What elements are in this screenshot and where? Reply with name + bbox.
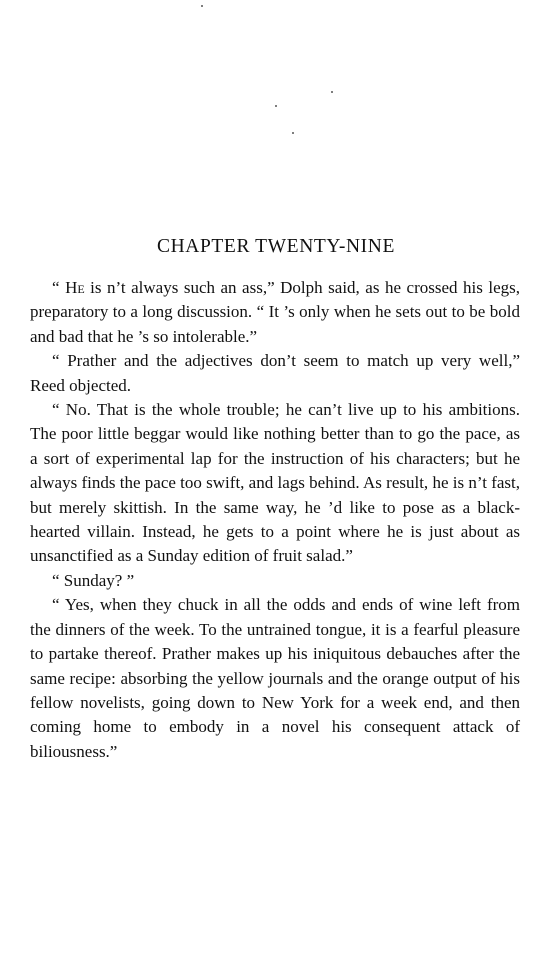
small-caps-lead: He [65, 278, 85, 297]
paragraph: “ Prather and the adjectives don’t seem to match up very well,” Reed objected. [30, 351, 520, 395]
paragraph: “ Yes, when they chuck in all the odds and ends of wine left from the dinners of the week. To the untrained tongue, it is a fearful pleasure to partake thereof. Prather makes up his iniquitous debauches after the same recipe: absorbing the yellow journals and the orange output of his fellow novelists, going down to New York for a week end, and then coming home to embody in a novel his consequent attack of biliousness.” [30, 595, 520, 761]
chapter-heading: CHAPTER TWENTY-NINE [157, 236, 395, 257]
body-text [30, 276, 520, 764]
paragraph: “ Sunday? ” [52, 570, 135, 590]
paragraph [30, 276, 520, 349]
print-speck [201, 5, 203, 7]
print-speck [331, 91, 333, 93]
print-speck [275, 105, 277, 107]
print-speck [292, 132, 294, 134]
open-quote: “ [52, 278, 60, 297]
paragraph-text: is n’t always such an ass,” Dolph said, as he crossed his legs, preparatory to a long discussion. “ It ’s only when he sets out to be bold and bad that he ’s so intolerable.” [30, 278, 521, 346]
paragraph: “ No. That is the whole trouble; he can’t live up to his ambitions. The poor little beggar would like nothing better than to go the pace, as a sort of experimental lap for the instruction of his characters; but he always finds the pace too swift, and lags behind. As result, he is n’t fast, but merely skittish. In the same way, he ’d like to pose as a black-hearted villain. Instead, he gets to a point where he is just about as unsanctified as a Sunday edition of fruit salad.” [30, 400, 520, 566]
